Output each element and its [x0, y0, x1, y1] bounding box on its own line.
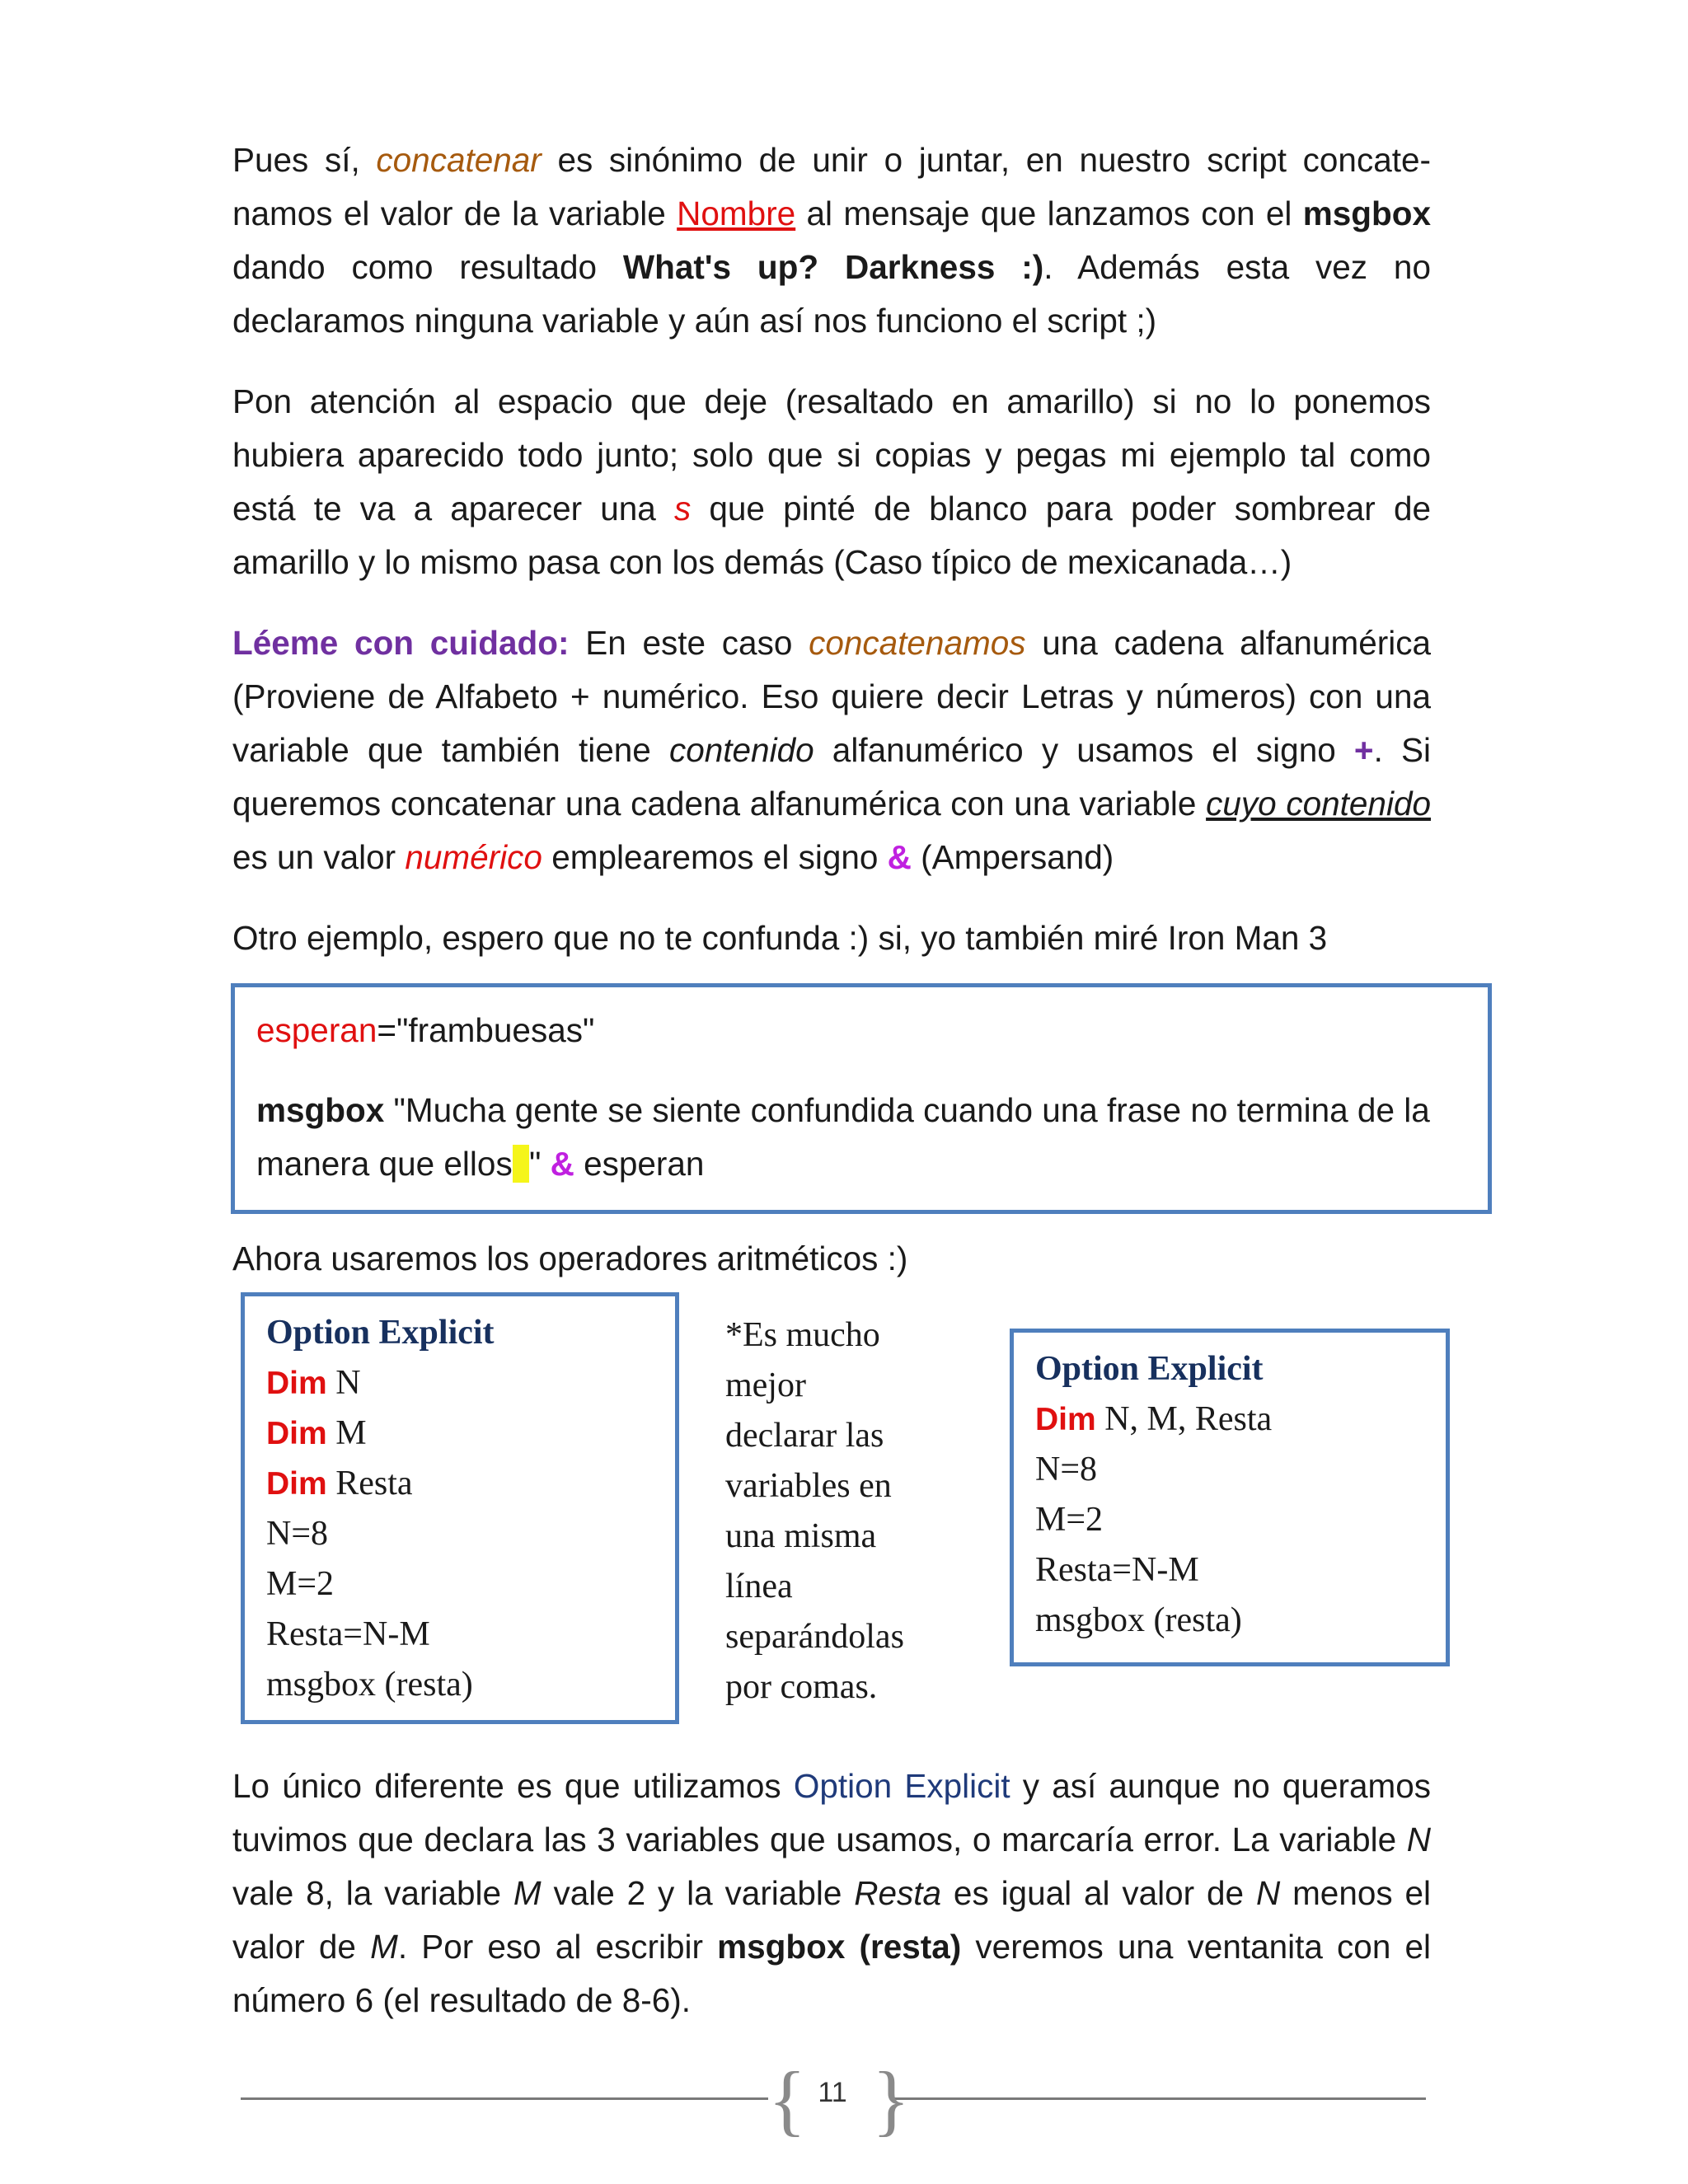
note-line: *Es mucho: [725, 1316, 880, 1354]
var-n-ref: N: [1255, 1874, 1281, 1912]
code-var-ref: esperan: [574, 1145, 705, 1183]
term-numerico: numérico: [405, 838, 542, 876]
option-explicit-title: Option Explicit: [1035, 1350, 1264, 1388]
code-line: Resta=N-M: [1035, 1551, 1199, 1589]
var-list: N, M, Resta: [1095, 1400, 1273, 1438]
text: es sinónimo de unir o juntar, en nuestro script concate-namos el valor de la variable: [232, 141, 1431, 232]
var-n: N: [326, 1364, 361, 1402]
code-line: N=8: [266, 1515, 329, 1553]
text: . Por eso al escribir: [397, 1928, 718, 1966]
var-m-ref: M: [370, 1928, 398, 1966]
code-line: msgbox (resta): [266, 1666, 473, 1704]
text: es igual al valor de: [941, 1874, 1256, 1912]
note-line: mejor: [725, 1366, 806, 1404]
var-resta: Resta: [326, 1465, 413, 1502]
code-line: msgbox (resta): [1035, 1601, 1242, 1639]
dim-keyword: Dim: [266, 1466, 327, 1502]
text: vale 8, la variable: [232, 1874, 513, 1912]
text: (Ampersand): [911, 838, 1114, 876]
text: al mensaje que lanzamos con el: [795, 194, 1303, 232]
code-line: M=2: [1035, 1501, 1104, 1539]
paragraph-concatenar: [232, 134, 1431, 348]
text: y así aunque no queramos tuvimos que declara las 3 variables que usamos, o marcaría error. La variable: [232, 1767, 1431, 1858]
page-number: 11: [818, 2077, 847, 2108]
text: veremos una ventanita con el número 6 (el resultado de 8-6).: [232, 1928, 1431, 2019]
code-box-esperan: [231, 983, 1492, 1214]
note-line: separándolas: [725, 1618, 904, 1656]
paragraph-espacio: [232, 375, 1431, 589]
code-line: Resta=N-M: [266, 1615, 430, 1653]
code-string-end: ": [528, 1145, 551, 1183]
footer-brace-right: }: [872, 2055, 911, 2144]
plus-sign: +: [1353, 731, 1374, 769]
code-var-esperan: esperan: [256, 1011, 377, 1049]
dim-keyword: Dim: [1035, 1402, 1096, 1437]
note-line: por comas.: [725, 1668, 878, 1706]
note-line: una misma: [725, 1517, 877, 1555]
term-concatenar: concatenar: [376, 141, 542, 179]
ampersand-sign: &: [887, 838, 912, 876]
option-explicit-ref: Option Explicit: [793, 1767, 1010, 1805]
footer-line-left: [241, 2097, 768, 2100]
text: . Si queremos concatenar una cadena alfanumérica con una variable: [232, 731, 1432, 823]
code-keyword-msgbox: msgbox: [256, 1091, 385, 1129]
term-cuyo-contenido: cuyo contenido: [1206, 785, 1431, 823]
letter-s: s: [673, 490, 692, 527]
dim-keyword: Dim: [266, 1416, 327, 1451]
msgbox-resta-ref: msgbox (resta): [717, 1928, 962, 1966]
term-concatenamos: concatenamos: [809, 624, 1026, 662]
text: una cadena alfanumérica (Proviene de Alfabeto + numérico. Eso quiere decir Letras y números) con una variable que también tiene: [232, 624, 1431, 769]
result-text: What's up? Darkness :): [622, 248, 1044, 286]
text: Pon atención al espacio que deje (resaltado en amarillo) si no lo ponemos hubiera aparecido todo junto; solo que si copias y pegas mi ejemplo tal como está te va a aparecer una: [232, 382, 1431, 527]
note-line: declarar las: [725, 1417, 884, 1455]
text: Lo único diferente es que utilizamos: [232, 1767, 794, 1805]
dim-keyword: Dim: [266, 1366, 327, 1401]
option-explicit-title: Option Explicit: [266, 1314, 495, 1352]
note-line: línea: [725, 1568, 793, 1605]
var-n-ref: N: [1406, 1821, 1431, 1858]
paragraph-operadores: Ahora usaremos los operadores aritméticos :): [232, 1240, 908, 1277]
code-line: M=2: [266, 1565, 335, 1603]
code-line: N=8: [1035, 1451, 1098, 1488]
text: menos el valor de: [232, 1874, 1432, 1966]
note-line: variables en: [725, 1467, 892, 1505]
paragraph-lo-unico: [232, 1760, 1431, 2027]
text: alfanumérico y usamos el signo: [814, 731, 1354, 769]
var-m: M: [326, 1414, 367, 1452]
code-content: [256, 1004, 1468, 1191]
text: es un valor: [232, 838, 406, 876]
code-box-option-explicit-left: [241, 1292, 679, 1724]
paragraph-leeme: [232, 616, 1431, 884]
text: vale 2 y la variable: [541, 1874, 855, 1912]
text: emplearemos el signo: [542, 838, 888, 876]
text: que pinté de blanco para poder sombrear de amarillo y lo mismo pasa con los demás (Caso típico de mexicanada…): [232, 490, 1431, 581]
keyword-msgbox: msgbox: [1302, 194, 1432, 232]
term-contenido: contenido: [668, 731, 814, 769]
code-box-option-explicit-right: [1010, 1329, 1450, 1666]
text: dando como resultado: [232, 248, 623, 286]
footer-brace-left: {: [768, 2055, 807, 2144]
var-resta-ref: Resta: [854, 1874, 942, 1912]
leeme-label: Léeme con cuidado:: [232, 624, 570, 662]
text: Pues sí,: [232, 141, 377, 179]
var-m-ref: M: [513, 1874, 542, 1912]
variable-nombre-link[interactable]: Nombre: [677, 194, 796, 232]
text: En este caso: [569, 624, 809, 662]
highlight-space: s: [512, 1145, 529, 1183]
paragraph-otro-ejemplo: Otro ejemplo, espero que no te confunda :) si, yo también miré Iron Man 3: [232, 919, 1328, 957]
text: . Además esta vez no declaramos ninguna variable y aún así nos funciono el script ;): [232, 248, 1431, 340]
code-assign: ="frambuesas": [377, 1011, 595, 1049]
footer-line-right: [894, 2097, 1426, 2100]
note-declarar-variables: [725, 1310, 964, 1713]
code-ampersand: &: [550, 1145, 574, 1183]
code-string: "Mucha gente se siente confundida cuando una frase no termina de la manera que ellos: [256, 1091, 1430, 1183]
